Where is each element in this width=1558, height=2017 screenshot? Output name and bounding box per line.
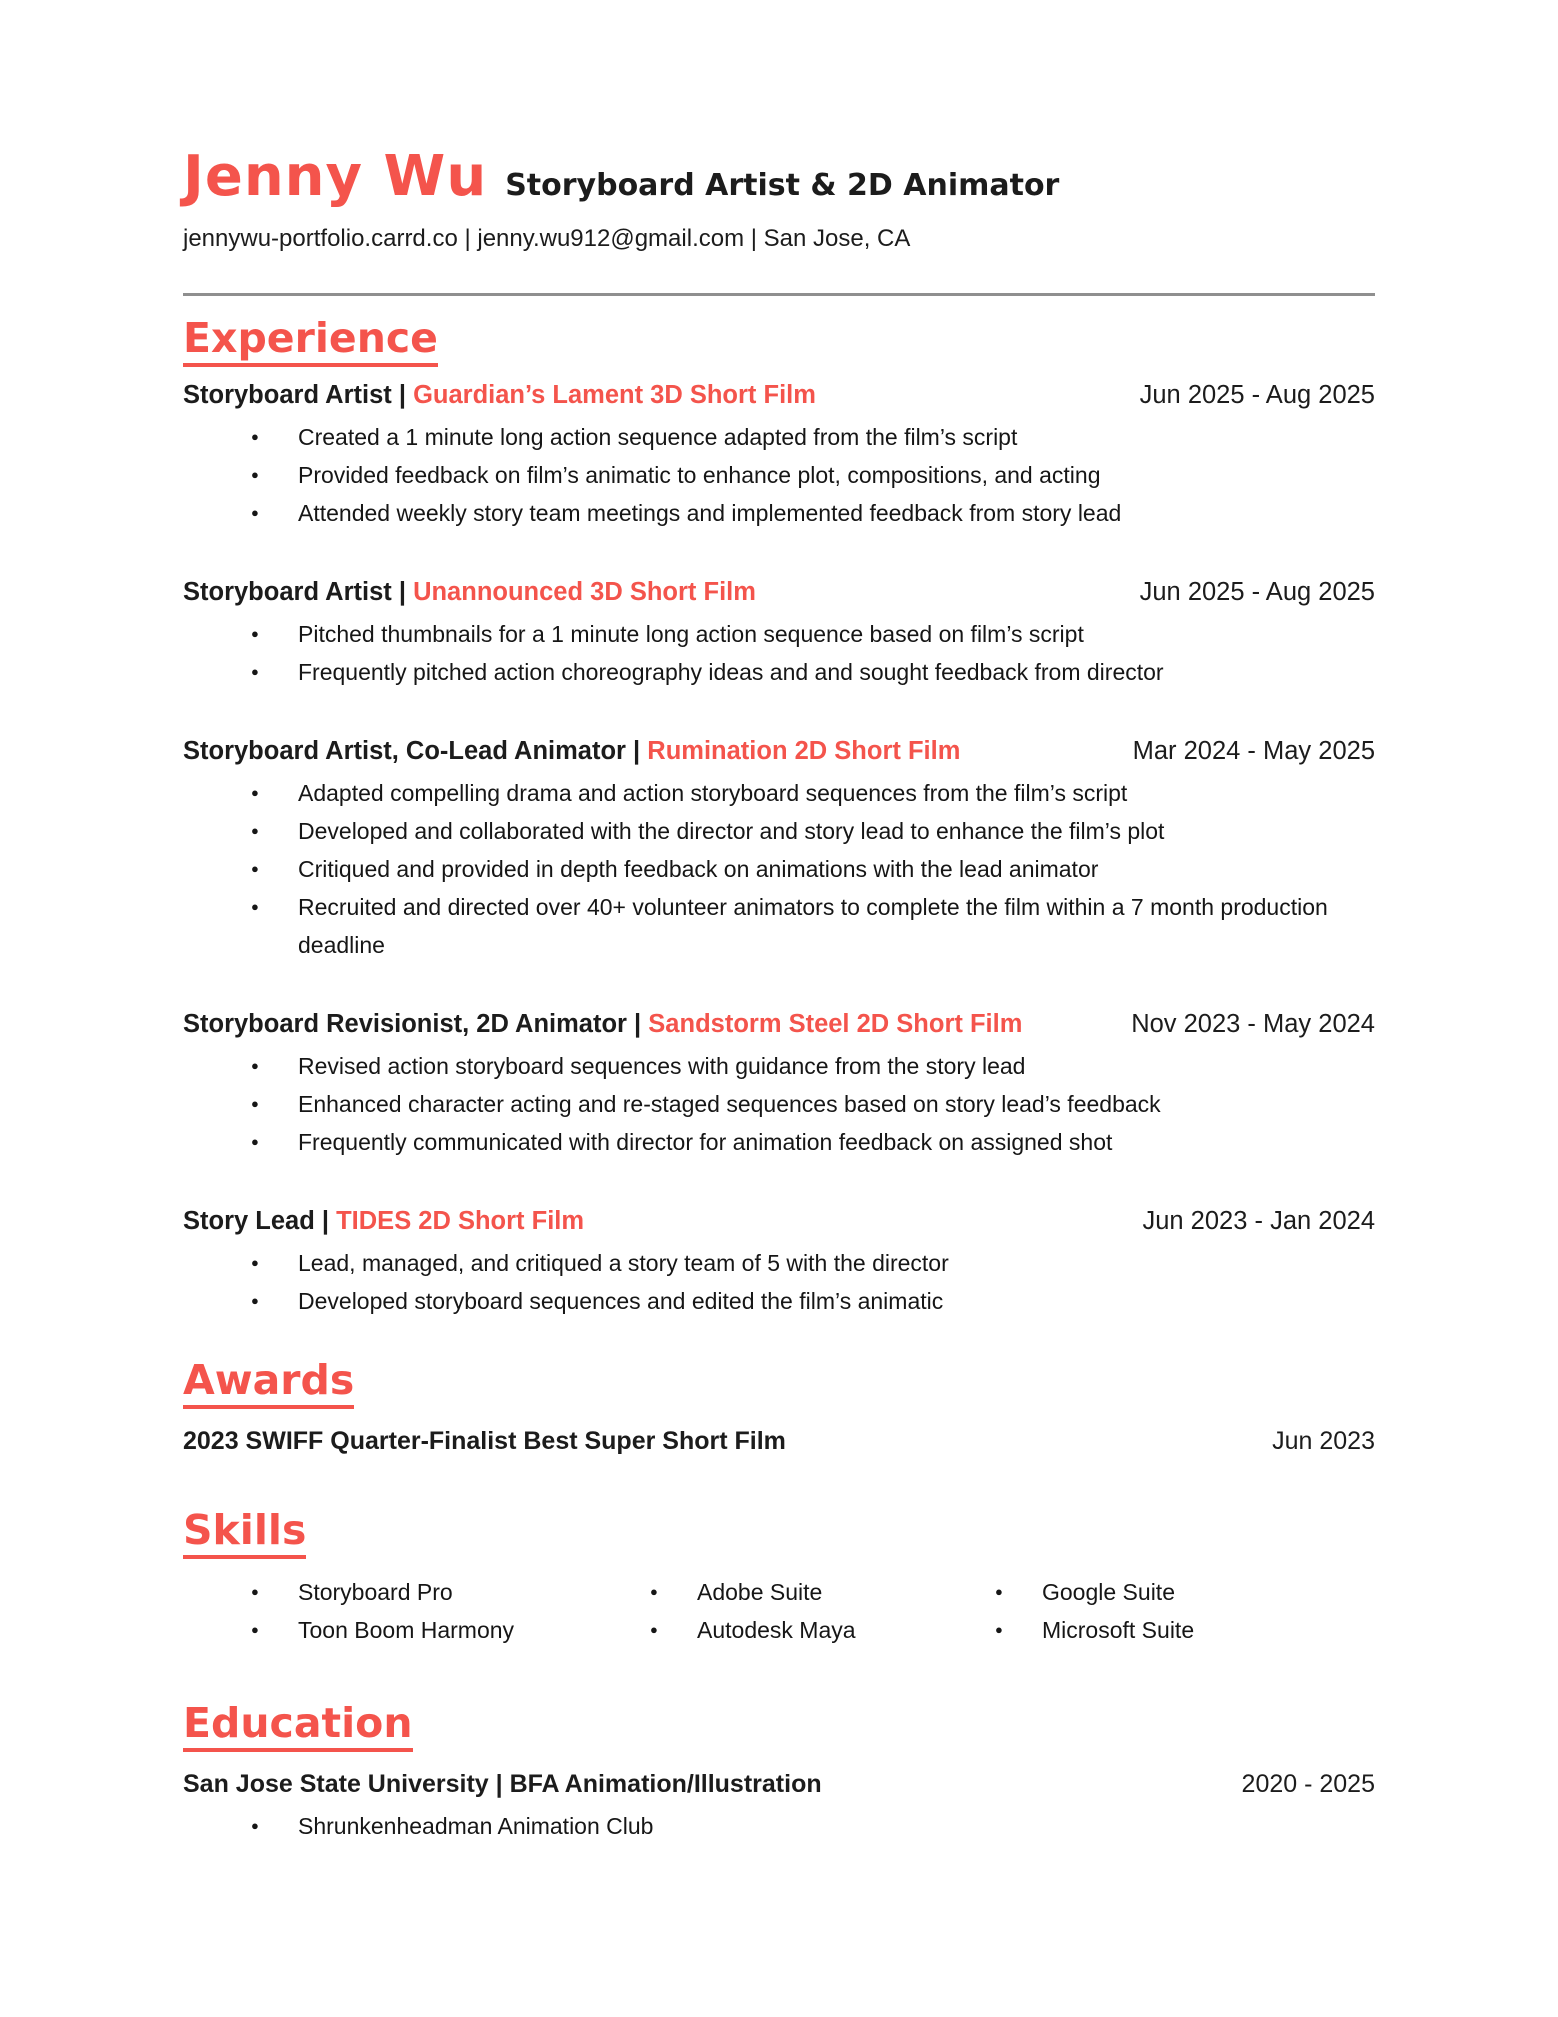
job-title: [183, 737, 960, 766]
job-bullet-list: [183, 418, 1375, 532]
job-role: Storyboard Artist |: [183, 380, 406, 409]
skill-item: ● Storyboard Pro: [298, 1573, 582, 1611]
job-role: Storyboard Artist, Co-Lead Animator |: [183, 736, 641, 765]
job-film: Rumination 2D Short Film: [647, 736, 961, 765]
bullet-item: ● Enhanced character acting and re-staged sequences based on story lead’s feedback: [298, 1085, 1375, 1123]
bullet-item: ● Adapted compelling drama and action storyboard sequences from the film’s script: [298, 774, 1375, 812]
header-title-row: [183, 144, 1375, 209]
award-title: 2023 SWIFF Quarter-Finalist Best Super Short Film: [183, 1426, 786, 1455]
job-film: TIDES 2D Short Film: [336, 1206, 585, 1235]
job-title-row: [183, 1010, 1375, 1039]
job-entry: [183, 1207, 1375, 1320]
bullet-item: ● Revised action storyboard sequences with guidance from the story lead: [298, 1047, 1375, 1085]
award-entry: [183, 1427, 1375, 1456]
page-title: Jenny Wu: [183, 144, 488, 209]
education-bullet-list: [183, 1807, 1375, 1845]
bullet-item: ● Developed and collaborated with the director and story lead to enhance the film’s plot: [298, 812, 1375, 850]
job-film: Unannounced 3D Short Film: [413, 577, 756, 606]
job-title-row: [183, 578, 1375, 607]
job-title: [183, 381, 816, 410]
job-dates: Nov 2023 - May 2024: [1131, 1009, 1375, 1038]
education-entry: [183, 1770, 1375, 1799]
header-divider: [183, 293, 1375, 296]
education-heading: Education: [183, 1701, 413, 1752]
award-date: Jun 2023: [1272, 1426, 1375, 1455]
resume-header: [183, 144, 1375, 296]
skills-column: [183, 1573, 582, 1649]
job-entry: [183, 578, 1375, 691]
skills-columns: [183, 1573, 1375, 1649]
job-title: [183, 1010, 1022, 1039]
job-dates: Jun 2025 - Aug 2025: [1139, 577, 1375, 606]
section-education: [183, 1701, 1375, 1845]
job-bullet-list: [183, 774, 1375, 964]
bullet-item: ● Frequently communicated with director for animation feedback on assigned shot: [298, 1123, 1375, 1161]
bullet-item: ● Shrunkenheadman Animation Club: [298, 1807, 1375, 1845]
job-role: Story Lead |: [183, 1206, 330, 1235]
skill-item: ● Toon Boom Harmony: [298, 1611, 582, 1649]
education-dates: 2020 - 2025: [1241, 1770, 1375, 1799]
bullet-item: ● Critiqued and provided in depth feedback on animations with the lead animator: [298, 850, 1375, 888]
skill-item: ● Autodesk Maya: [697, 1611, 927, 1649]
job-title: [183, 1207, 584, 1236]
bullet-item: ● Provided feedback on film’s animatic to enhance plot, compositions, and acting: [298, 456, 1375, 494]
section-experience: [183, 313, 1375, 1320]
skills-heading: Skills: [183, 1508, 306, 1559]
education-school: San Jose State University | BFA Animation/Illustration: [183, 1770, 822, 1799]
skill-item: ● Google Suite: [1042, 1573, 1375, 1611]
skills-column: [927, 1573, 1375, 1649]
job-title: [183, 578, 756, 607]
bullet-item: ● Pitched thumbnails for a 1 minute long action sequence based on film’s script: [298, 615, 1375, 653]
job-dates: Jun 2023 - Jan 2024: [1142, 1206, 1375, 1235]
skill-item: ● Microsoft Suite: [1042, 1611, 1375, 1649]
job-role: Storyboard Revisionist, 2D Animator |: [183, 1009, 642, 1038]
contact-line: jennywu-portfolio.carrd.co | jenny.wu912@gmail.com | San Jose, CA: [183, 224, 911, 252]
job-title-row: [183, 737, 1375, 766]
bullet-item: ● Lead, managed, and critiqued a story team of 5 with the director: [298, 1244, 1375, 1282]
job-title-row: [183, 1207, 1375, 1236]
bullet-item: ● Frequently pitched action choreography ideas and and sought feedback from director: [298, 653, 1375, 691]
role-subtitle: Storyboard Artist & 2D Animator: [505, 168, 1060, 203]
job-entry: [183, 1010, 1375, 1161]
job-entry: [183, 381, 1375, 532]
job-title-row: [183, 381, 1375, 410]
skill-item: ● Adobe Suite: [697, 1573, 927, 1611]
job-film: Guardian’s Lament 3D Short Film: [413, 380, 816, 409]
bullet-item: ● Recruited and directed over 40+ volunteer animators to complete the film within a 7 month production deadline: [298, 888, 1375, 964]
section-awards: [183, 1355, 1375, 1456]
job-role: Storyboard Artist |: [183, 577, 406, 606]
bullet-item: ● Created a 1 minute long action sequence adapted from the film’s script: [298, 418, 1375, 456]
bullet-item: ● Attended weekly story team meetings and implemented feedback from story lead: [298, 494, 1375, 532]
bullet-item: ● Developed storyboard sequences and edited the film’s animatic: [298, 1282, 1375, 1320]
job-film: Sandstorm Steel 2D Short Film: [648, 1009, 1023, 1038]
skills-column: [582, 1573, 927, 1649]
job-bullet-list: [183, 1244, 1375, 1320]
job-dates: Jun 2025 - Aug 2025: [1139, 380, 1375, 409]
job-bullet-list: [183, 615, 1375, 691]
awards-heading: Awards: [183, 1358, 354, 1409]
job-dates: Mar 2024 - May 2025: [1132, 736, 1375, 765]
experience-heading: Experience: [183, 316, 438, 367]
job-bullet-list: [183, 1047, 1375, 1161]
section-skills: [183, 1505, 1375, 1649]
job-entry: [183, 737, 1375, 964]
experience-jobs: [183, 381, 1375, 1320]
